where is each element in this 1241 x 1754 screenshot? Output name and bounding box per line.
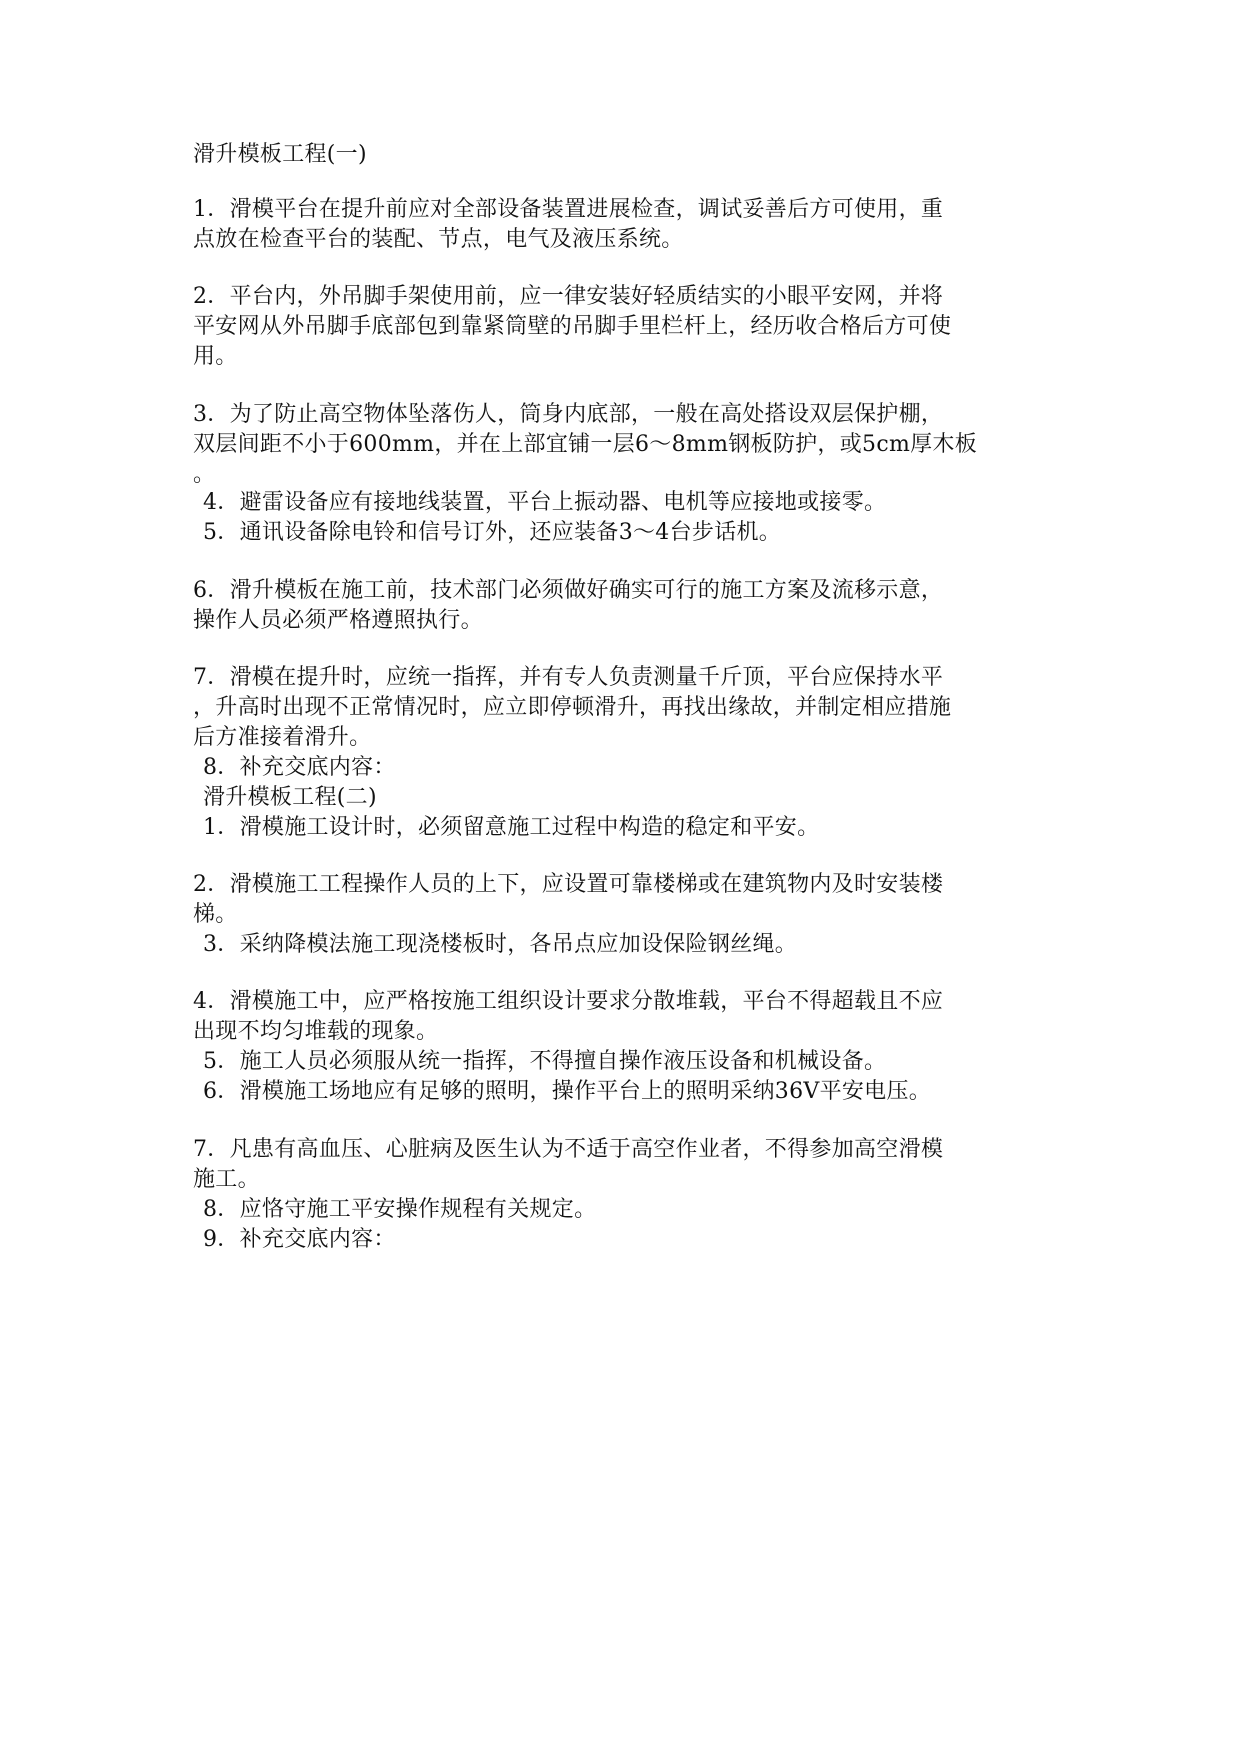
text-line: 平安网从外吊脚手底部包到靠紧筒壁的吊脚手里栏杆上，经历收合格后方可使 xyxy=(193,314,952,339)
text-line: 用。 xyxy=(193,344,238,369)
text-line: 8．补充交底内容： xyxy=(203,755,396,780)
text-line: 施工。 xyxy=(193,1167,260,1192)
text-line: 3．为了防止高空物体坠落伤人，筒身内底部，一般在高处搭设双层保护棚， xyxy=(193,402,944,427)
section-title-2: 滑升模板工程(二) xyxy=(203,785,377,810)
text-line: 6．滑升模板在施工前，技术部门必须做好确实可行的施工方案及流移示意， xyxy=(193,578,944,603)
text-line: 2．滑模施工工程操作人员的上下，应设置可靠楼梯或在建筑物内及时安装楼 xyxy=(193,872,944,897)
text-line: 1．滑模平台在提升前应对全部设备装置进展检查，调试妥善后方可使用，重 xyxy=(193,197,944,222)
text-line: 5．施工人员必须服从统一指挥，不得擅自操作液压设备和机械设备。 xyxy=(203,1049,887,1074)
text-line: 7．滑模在提升时，应统一指挥，并有专人负责测量千斤顶，平台应保持水平 xyxy=(193,665,944,690)
text-line: 后方准接着滑升。 xyxy=(193,725,372,750)
text-line: 5．通讯设备除电铃和信号订外，还应装备3～4台步话机。 xyxy=(203,520,782,545)
text-line: 7．凡患有高血压、心脏病及医生认为不适于高空作业者，不得参加高空滑模 xyxy=(193,1137,944,1162)
text-line: 9．补充交底内容： xyxy=(203,1227,396,1252)
text-line: 点放在检查平台的装配、节点，电气及液压系统。 xyxy=(193,227,684,252)
text-line: 8．应恪守施工平安操作规程有关规定。 xyxy=(203,1197,597,1222)
text-line: 梯。 xyxy=(193,902,238,927)
text-line: 2．平台内，外吊脚手架使用前，应一律安装好轻质结实的小眼平安网，并将 xyxy=(193,284,944,309)
text-line: 3．采纳降模法施工现浇楼板时，各吊点应加设保险钢丝绳。 xyxy=(203,932,798,957)
text-line: 6．滑模施工场地应有足够的照明，操作平台上的照明采纳36V平安电压。 xyxy=(203,1079,932,1104)
text-line: 4．避雷设备应有接地线装置，平台上振动器、电机等应接地或接零。 xyxy=(203,490,887,515)
text-line: 出现不均匀堆载的现象。 xyxy=(193,1019,439,1044)
section-title-1: 滑升模板工程(一) xyxy=(193,142,367,167)
text-line: 1．滑模施工设计时，必须留意施工过程中构造的稳定和平安。 xyxy=(203,815,820,840)
text-line: 4．滑模施工中，应严格按施工组织设计要求分散堆载，平台不得超载且不应 xyxy=(193,989,944,1014)
text-line: 双层间距不小于600mm，并在上部宜铺一层6～8mm钢板防护，或5cm厚木板 xyxy=(193,432,978,457)
text-line: ，升高时出现不正常情况时，应立即停顿滑升，再找出缘故，并制定相应措施 xyxy=(193,695,952,720)
text-line: 。 xyxy=(193,462,216,487)
text-line: 操作人员必须严格遵照执行。 xyxy=(193,608,483,633)
